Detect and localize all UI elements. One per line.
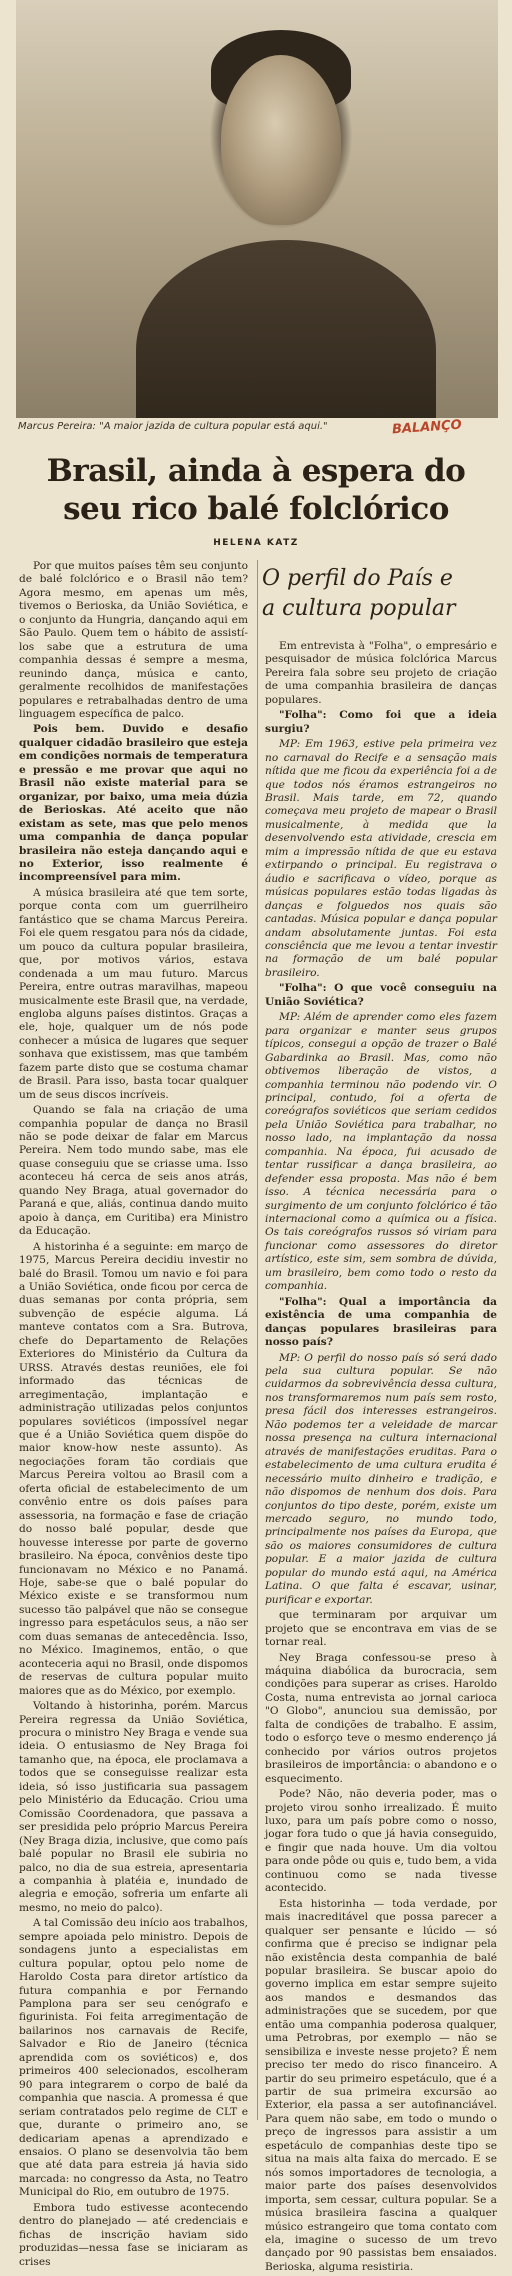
interview-intro: Em entrevista à "Folha", o empresário e pesquisador de música folclórica Marcus Pereira fala sobre seu projeto de criação de uma companhia brasileira de danças populares. — [265, 640, 497, 706]
interview-answer: MP: Além de aprender como eles fazem para organizar e manter seus grupos típicos, consegui a opção de trazer o Balé Gabardinka ao Brasil. Mas, como não obtivemos liberação de vistos, a companhia terminou não podendo vir. O principal, contudo, foi a oferta de coreógrafos soviéticos que seriam cedidos pela União Soviética para trabalhar, no nosso lado, na implantação da nossa companhia. Na época, fui acusado de tentar russificar a dança brasileira, ao defender essa proposta. Mas não é bem isso. A técnica necessária para o surgimento de um conjunto folclórico é tão internacional como a química ou a física. Os tais coreógrafos russos só viriam para funcionar como assessores do diretor artístico, este sim, sem sombra de dúvida, um brasileiro, bem como todo o resto da companhia. — [265, 1011, 497, 1293]
right-column — [265, 640, 497, 2276]
paragraph: Ney Braga confessou-se preso à máquina diabólica da burocracia, sem condições para superar as crises. Haroldo Costa, numa entrevista ao jornal carioca "O Globo", anunciou sua demissão, por falta de condições de trabalho. E assim, todo o esforço teve o mesmo enderenço já conhecido por vários outros projetos brasileiros de importância: o abandono e o esquecimento. — [265, 1651, 497, 1785]
headline-line-2: seu rico balé folclórico — [63, 491, 449, 527]
left-column — [19, 560, 248, 2271]
paragraph: Pois bem. Duvido e desafio qualquer cidadão brasileiro que esteja em condições normais de temperatura e pressão e me provar que aqui no Brasil não existe material para se organizar, por baixo, uma meia dúzia de Berioskas. Até aceito que não existam as sete, mas que pelo menos uma companhia de dança popular brasileira não esteja dançando aqui e no Exterior, isso realmente é incompreensível para mim. — [19, 723, 248, 884]
interview-question: "Folha": Como foi que a ideia surgiu? — [265, 709, 497, 735]
sidebar-title-line-1: O perfil do País e — [262, 566, 453, 591]
column-divider — [257, 560, 258, 2120]
photo-shoulders — [136, 240, 436, 418]
interview-answer: MP: O perfil do nosso país só será dado pela sua cultura popular. Se não cuidarmos da sobrevivência dessa cultura, nos transformaremos num país sem rosto, presa fácil dos interesses estrangeiros. Não podemos ter a veleidade de marcar nossa presença na cultura internacional através de manifestações eruditas. Para o estabelecimento de uma cultura erudita é necessário muito dinheiro e tradição, e não dispomos de nenhum dos dois. Para conjuntos do tipo deste, porém, existe um mercado seguro, no mundo todo, principalmente nos países da Europa, que são os maiores consumidores de cultura popular. E a maior jazida de cultura popular do mundo está aqui, na América Latina. O que falta é escavar, usinar, purificar e exportar. — [265, 1351, 497, 1606]
paragraph: A música brasileira até que tem sorte, porque conta com um guerrilheiro fantástico que se chama Marcus Pereira. Foi ele quem resgatou para nós da cidade, um pouco da cultura popular brasileira, que, por motivos vários, estava condenada a um mau futuro. Marcus Pereira, entre outras maravilhas, mapeou musicalmente este Brasil que, na verdade, engloba alguns países distintos. Graças a ele, hoje, qualquer um de nós pode conhecer a música de lugares que sequer sonhava que existissem, mas que também fazem parte disto que se costuma chamar de Brasil. Para isso, basta tocar qualquer um de seus discos incríveis. — [19, 886, 248, 1101]
interview-question: "Folha": O que você conseguiu na União Soviética? — [265, 982, 497, 1008]
paragraph: Voltando à historinha, porém. Marcus Pereira regressa da União Soviética, procura o ministro Ney Braga e vende sua ideia. O entusiasmo de Ney Braga foi tamanho que, na época, ele proclamava a todos que se conseguisse realizar esta ideia, só isso justificaria sua passagem pelo Ministério da Educação. Criou uma Comissão Coordenadora, que passava a ser presidida pelo próprio Marcus Pereira (Ney Braga dizia, inclusive, que como país balé popular no Brasil ele subiria no palco, no dia de sua estreia, apresentaria a companhia à platéia e, inundado de alegria e emoção, sofreria um enfarte ali mesmo, no meio do palco). — [19, 1700, 248, 1914]
paragraph: A tal Comissão deu início aos trabalhos, sempre apoiada pelo ministro. Depois de sondagens junto a especialistas em cultura popular, optou pelo nome de Haroldo Costa para diretor artístico da futura companhia e por Fernando Pamplona para ser seu cenógrafo e figurinista. Foi feita arregimentação de bailarinos nos carnavais de Recife, Salvador e Rio de Janeiro (técnica aprendida com os soviéticos) e, dos primeiros 400 selecionados, escolheram 90 para integrarem o corpo de balé da companhia que nascia. A promessa é que seriam contratados pelo regime de CLT e que, durante o primeiro ano, se dedicariam apenas a aprendizado e ensaios. O plano se desenvolvia tão bem que até data para estreia já havia sido marcada: no congresso da Asta, no Teatro Municipal do Rio, em outubro de 1975. — [19, 1917, 248, 2199]
interview-answer: MP: Em 1963, estive pela primeira vez no carnaval do Recife e a sensação mais nítida que me ficou da experiência foi a de que todos nós éramos estrangeiros no Brasil. Mais tarde, em 72, quando começava meu projeto de mapear o Brasil musicalmente, à medida que la desenvolvendo esta atividade, crescia em mim a impressão nítida de que eu estava extirpando o principal. Eu registrava o áudio e sacrificava o vídeo, porque as músicas populares estão todas ligadas às danças e folguedos nos quais são cantadas. Música popular e dança popular andam absolutamente juntas. Foi esta consciência que me levou a tentar investir na formação de um balé popular brasileiro. — [265, 738, 497, 979]
interview-question: "Folha": Qual a importância da existência de uma companhia de danças populares brasileiras para nosso país? — [265, 1295, 497, 1349]
sidebar-title-line-2: a cultura popular — [262, 596, 456, 621]
paragraph: Por que muitos países têm seu conjunto de balé folclórico e o Brasil não tem? Agora mesmo, em apenas um mês, tivemos o Berioska, da União Soviética, e o conjunto da Hungria, dançando aqui em São Paulo. Quem tem o hábito de assistí-los sabe que a estrutura de uma companhia dessas é sempre a mesma, reunindo dança, música e canto, geralmente recolhidos de manifestações populares e retrabalhadas dentro de uma linguagem específica de palco. — [19, 560, 248, 720]
paragraph: Embora tudo estivesse acontecendo dentro do planejado — até credenciais e fichas de inscrição haviam sido produzidas—nessa fase se iniciaram as crises — [19, 2201, 248, 2268]
headline-line-1: Brasil, ainda à espera do — [46, 453, 466, 489]
paragraph: Quando se fala na criação de uma companhia popular de dança no Brasil não se pode deixar de falar em Marcus Pereira. Nem todo mundo sabe, mas ele quase conseguiu que se criasse uma. Isso aconteceu há cerca de seis anos atrás, quando Ney Braga, atual governador do Paraná e que, aliás, continua dando muito apoio à dança, em Curitiba) era Ministro da Educação. — [19, 1104, 248, 1238]
portrait-photo — [16, 0, 498, 418]
photo-caption: Marcus Pereira: "A maior jazida de cultura popular está aqui." — [18, 421, 328, 432]
paragraph: A historinha é a seguinte: em março de 1975, Marcus Pereira decidiu investir no balé do Brasil. Tomou um navio e foi para a União Soviética, onde ficou por cerca de duas semanas por conta própria, sem subvenção de espécie alguma. Lá manteve contatos com a Sra. Butrova, chefe do Departamento de Relações Exteriores do Ministério da Cultura da URSS. Através destas reuniões, ele foi informado das técnicas de arregimentação, implantação e administração utilizadas pelos conjuntos populares soviéticos (impossível negar que é a União Soviética quem dispõe do maior know-how neste assunto). As negociações foram tão cordiais que Marcus Pereira voltou ao Brasil com a oferta oficial de estabelecimento de um convênio entre os dois países para assessoria, na formação e fase de criação do nosso balé popular, desde que houvesse interesse por parte de governo brasileiro. Na época, convênios deste tipo funcionavam no México e no Panamá. Hoje, sabe-se que o balé popular do México existe e se transformou num sucesso tão palpável que não se consegue ingresso para espetáculos seus, a não ser com duas semanas de antecedência. Isso, no México. Imaginemos, então, o que aconteceria aqui no Brasil, onde dispomos de reservas de cultura popular muito maiores que as do México, por exemplo. — [19, 1240, 248, 1697]
sidebar-title — [262, 564, 500, 624]
paragraph: Pode? Não, não deveria poder, mas o projeto virou sonho irrealizado. É muito luxo, para um país pobre como o nosso, jogar fora tudo o que já havia conseguido, e fingir que nada houve. Um dia voltou para onde pôde ou quis e, tudo bem, a vida continuou como se nada tivesse acontecido. — [265, 1788, 498, 1895]
paragraph: Esta historinha — toda verdade, por mais inacreditável que possa parecer a qualquer ser pensante e lúcido — só confirma que é preciso se indignar pela não existência desta companhia de balé popular brasileira. Se buscar apoio do governo implica em estar sempre sujeito aos mandos e desmandos das administrações que se sucedem, por que então uma companhia poderosa qualquer, uma Petrobras, por exemplo — não se sensibiliza e investe nesse projeto? É nem preciso ter medo do risco financeiro. A partir do seu primeiro espetáculo, que é a partir de sua primeira excursão ao Exterior, ela passa a ser autofinanciável. Para quem não sabe, em todo o mundo o preço de ingressos para assistir a um espetáculo de companhias deste tipo se situa na mais alta faixa do mercado. E se nós somos importadores de tecnologia, a maior parte dos países desenvolvidos importa, sem cessar, cultura popular. Se a música brasileira fascina a qualquer músico estrangeiro que toma contato com ela, imagine o sucesso de um trevo dançado por 90 passistas bem ensaiados. Berioska, alguma resistiria. — [265, 1897, 497, 2273]
handwritten-stamp: BALANÇO — [391, 417, 463, 438]
paragraph: que terminaram por arquivar um projeto que se encontrava em vias de se tornar real. — [265, 1609, 497, 1649]
photo-face — [221, 55, 341, 225]
headline — [14, 452, 498, 528]
byline: HELENA KATZ — [213, 538, 299, 548]
